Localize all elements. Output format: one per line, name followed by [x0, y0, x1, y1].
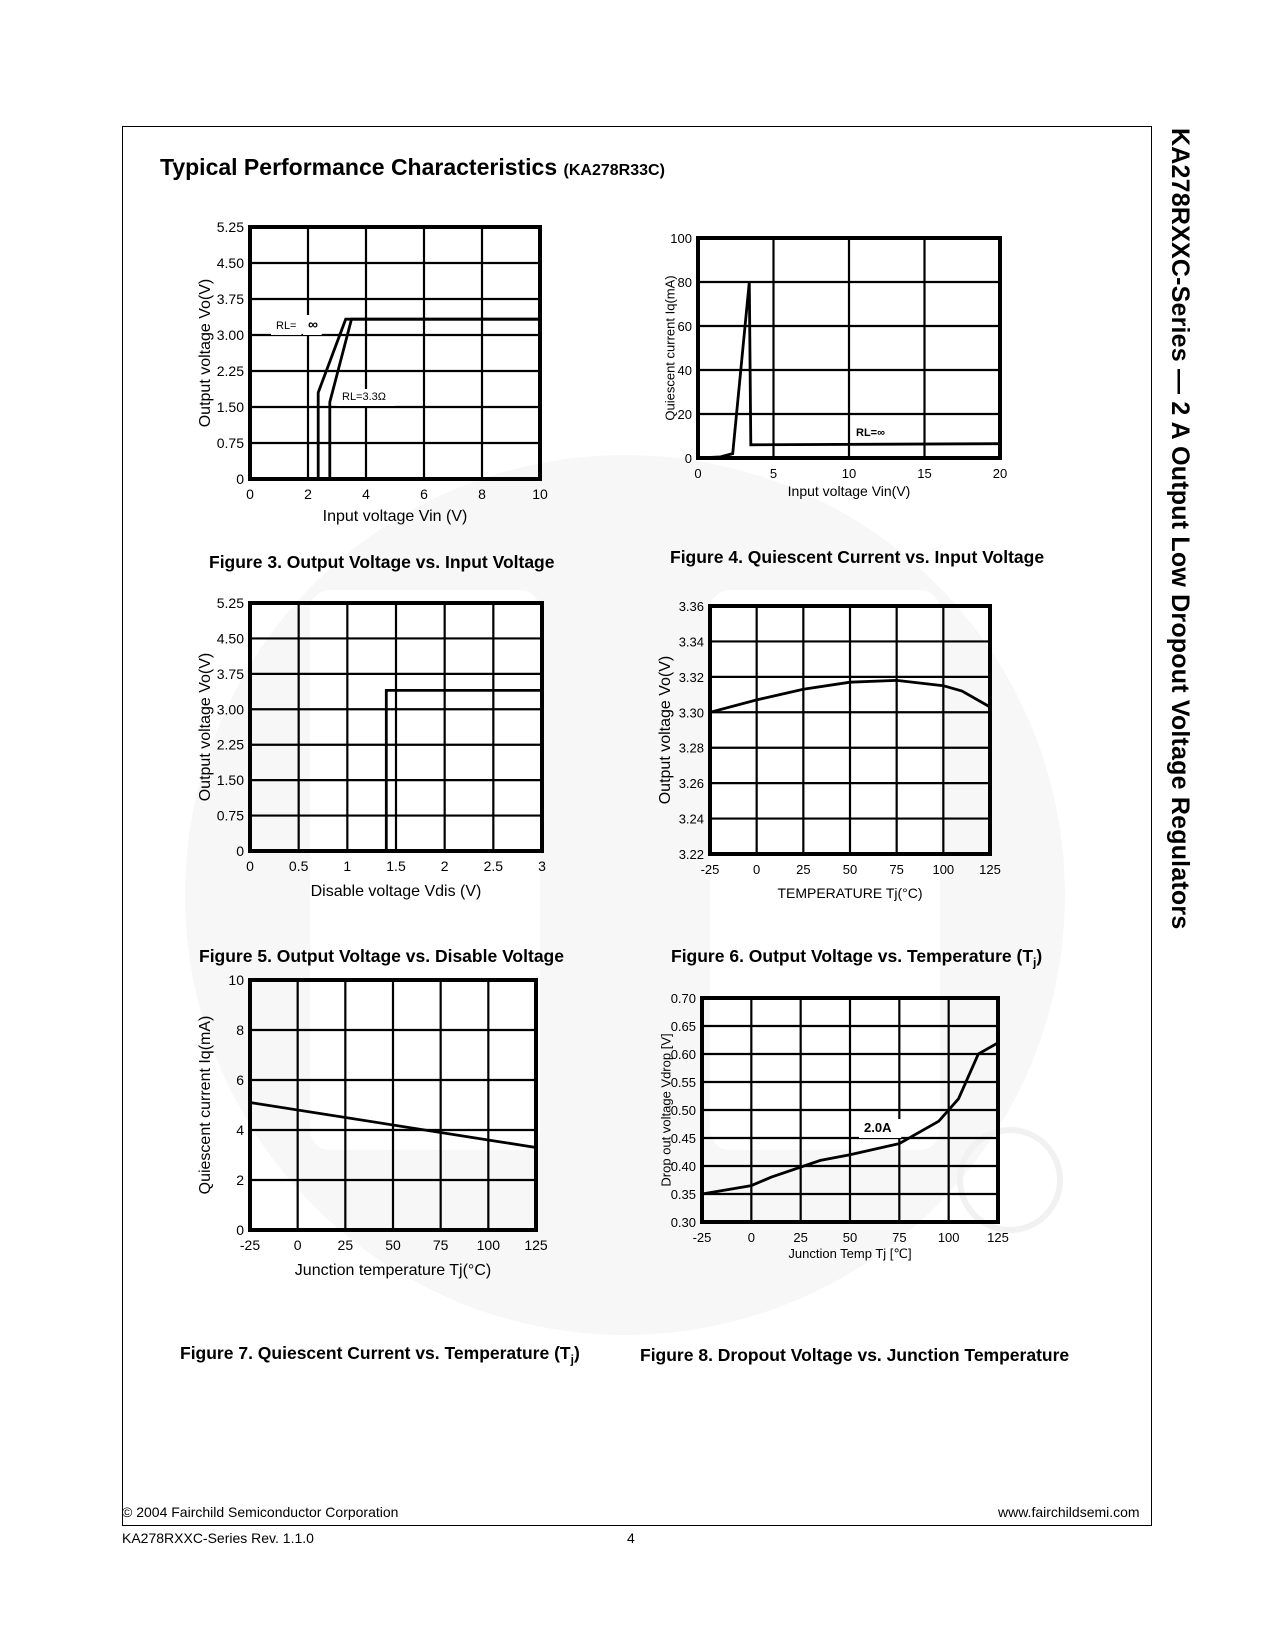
x-tick-label: 2: [304, 486, 312, 502]
y-tick-label: 80: [677, 275, 692, 290]
y-tick-label: 0.70: [670, 991, 696, 1006]
page-subtitle: (KA278R33C): [563, 162, 665, 179]
y-tick-label: 4.50: [216, 630, 244, 647]
x-axis-label: Junction Temp Tj [℃]: [788, 1246, 912, 1261]
x-tick-label: 0: [293, 1237, 302, 1253]
y-axis-label: Drop out voltage Vdrop [V]: [658, 1033, 674, 1187]
x-tick-label: 100: [937, 1230, 960, 1245]
x-axis-label: Junction temperature Tj(°C): [294, 1262, 492, 1279]
y-tick-label: 3.75: [216, 291, 244, 307]
footer-website: www.fairchildsemi.com: [998, 1504, 1140, 1520]
footer-revision: KA278RXXC-Series Rev. 1.1.0: [122, 1530, 314, 1546]
y-tick-label: 2.25: [216, 363, 244, 379]
y-tick-label: 0.45: [670, 1131, 696, 1146]
y-tick-label: 3.75: [216, 665, 244, 682]
x-tick-label: 125: [979, 862, 1001, 877]
y-tick-label: 10: [228, 972, 244, 988]
annotation-label: ∞: [308, 316, 318, 332]
x-tick-label: 125: [524, 1237, 548, 1253]
x-tick-label: 25: [337, 1237, 354, 1253]
sidebar-title: KA278RXXC-Series — 2 A Output Low Dropout Voltage Regulators: [1166, 128, 1194, 930]
x-tick-label: 100: [476, 1237, 501, 1253]
y-tick-label: 8: [236, 1022, 244, 1038]
figure-5-chart: [190, 595, 580, 938]
y-tick-label: 0: [236, 843, 244, 859]
x-tick-label: 0: [747, 1230, 755, 1245]
page-title-text: Typical Performance Characteristics: [160, 154, 558, 180]
y-tick-label: 0.40: [670, 1159, 696, 1174]
footer-copyright: © 2004 Fairchild Semiconductor Corporation: [122, 1504, 399, 1520]
x-tick-label: 0: [694, 466, 702, 481]
x-tick-label: 5: [769, 466, 778, 481]
y-tick-label: 0.55: [670, 1075, 696, 1090]
x-tick-label: 50: [842, 862, 858, 877]
annotation-label: RL=∞: [856, 427, 885, 439]
x-tick-label: 75: [892, 1230, 907, 1245]
x-tick-label: 25: [793, 1230, 808, 1245]
x-tick-label: 0: [246, 486, 254, 502]
y-axis-label: Output voltage Vo(V): [197, 278, 214, 428]
x-tick-label: 25: [796, 862, 811, 877]
y-tick-label: 40: [677, 363, 692, 378]
y-tick-label: 3.30: [678, 705, 704, 721]
x-axis-label: Input voltage Vin(V): [787, 483, 911, 499]
annotation-label: RL=3.3Ω: [342, 391, 386, 403]
x-tick-label: 3: [538, 858, 546, 874]
y-tick-label: 2.25: [216, 736, 244, 753]
y-tick-label: 4: [236, 1122, 244, 1138]
y-tick-label: 3.32: [678, 669, 704, 685]
y-tick-label: 3.24: [678, 811, 704, 827]
y-tick-label: 4.50: [216, 255, 244, 271]
x-tick-label: 6: [420, 486, 428, 502]
y-tick-label: 0: [236, 1222, 244, 1238]
x-tick-label: 0: [246, 858, 254, 874]
figure-4-chart: [660, 231, 1060, 526]
y-tick-label: 6: [236, 1072, 244, 1088]
figure-5-caption: Figure 5. Output Voltage vs. Disable Voltage: [199, 946, 564, 966]
x-tick-label: -25: [692, 1230, 712, 1245]
figure-3-caption: Figure 3. Output Voltage vs. Input Voltage: [209, 552, 555, 572]
y-tick-label: 100: [670, 231, 692, 246]
y-tick-label: 3.00: [216, 327, 244, 343]
y-tick-label: 0.75: [216, 807, 244, 824]
plot-frame: [250, 227, 540, 479]
page-title: [160, 154, 665, 181]
x-tick-label: 75: [889, 862, 904, 877]
y-tick-label: 2: [236, 1172, 244, 1188]
series-line: [386, 690, 542, 851]
x-axis-label: Input voltage Vin (V): [322, 508, 468, 525]
y-axis-label: Output voltage Vo(V): [197, 652, 214, 802]
x-tick-label: 75: [432, 1237, 449, 1253]
x-axis-label: TEMPERATURE Tj(°C): [777, 885, 923, 901]
x-tick-label: 0: [753, 862, 761, 877]
x-tick-label: 1: [343, 858, 352, 874]
figure-3-chart: [190, 219, 580, 542]
x-tick-label: 2.5: [483, 858, 504, 874]
figure-8-chart: [660, 990, 1060, 1310]
y-tick-label: 0.50: [670, 1103, 696, 1118]
y-tick-label: 60: [677, 319, 692, 334]
y-tick-label: 0: [236, 471, 244, 487]
y-axis-label: Output voltage Vo(V): [657, 655, 674, 805]
y-tick-label: 3.26: [678, 776, 704, 792]
figure-8-caption: Figure 8. Dropout Voltage vs. Junction Temperature: [640, 1345, 1070, 1365]
y-axis-label: Quiescent current Iq(mA): [197, 1015, 214, 1195]
x-tick-label: 50: [385, 1237, 401, 1253]
annotation-label: RL=: [276, 320, 297, 332]
x-tick-label: 8: [478, 486, 486, 502]
figure-7-caption: Figure 7. Quiescent Current vs. Temperature $(T_j)$: [180, 1343, 580, 1367]
x-tick-label: 2: [440, 858, 449, 874]
y-tick-label: 0.65: [670, 1019, 696, 1034]
y-tick-label: 5.25: [216, 595, 244, 611]
y-tick-label: 3.36: [678, 599, 704, 614]
y-tick-label: 0.75: [216, 435, 244, 451]
x-tick-label: 10: [532, 486, 548, 502]
figure-6-chart: [657, 599, 1060, 940]
x-tick-label: 10: [841, 466, 857, 481]
x-tick-label: -25: [239, 1237, 261, 1253]
footer-page-number: 4: [627, 1530, 635, 1546]
y-tick-label: 1.50: [216, 772, 244, 789]
y-tick-label: 3.28: [678, 740, 704, 756]
y-tick-label: 20: [677, 407, 692, 422]
x-tick-label: -25: [700, 862, 720, 877]
x-tick-label: 50: [842, 1230, 858, 1245]
x-tick-label: 100: [932, 862, 955, 877]
y-tick-label: 0.60: [670, 1047, 696, 1062]
y-tick-label: 0.30: [670, 1215, 696, 1230]
y-tick-label: 3.00: [216, 701, 244, 718]
y-tick-label: 3.22: [678, 847, 704, 862]
x-tick-label: 15: [917, 466, 932, 481]
y-tick-label: 3.34: [678, 634, 704, 650]
y-tick-label: 5.25: [216, 219, 244, 235]
x-tick-label: 4: [362, 486, 370, 502]
x-axis-label: Disable voltage Vdis (V): [310, 883, 482, 900]
annotation-label: 2.0A: [864, 1120, 892, 1135]
figure-4-caption: Figure 4. Quiescent Current vs. Input Voltage: [670, 547, 1045, 567]
figure-6-caption: Figure 6. Output Voltage vs. Temperature $(T_j)$: [671, 946, 1043, 970]
y-axis-label: Quiescent current Iq(mA): [662, 275, 678, 421]
y-tick-label: 0: [684, 451, 692, 466]
y-tick-label: 1.50: [216, 399, 244, 415]
x-tick-label: 0.5: [288, 858, 309, 874]
figure-7-chart: [190, 972, 580, 1320]
y-tick-label: 0.35: [670, 1187, 696, 1202]
x-tick-label: 125: [987, 1230, 1009, 1245]
x-tick-label: 20: [992, 466, 1008, 481]
x-tick-label: 1.5: [386, 858, 406, 874]
